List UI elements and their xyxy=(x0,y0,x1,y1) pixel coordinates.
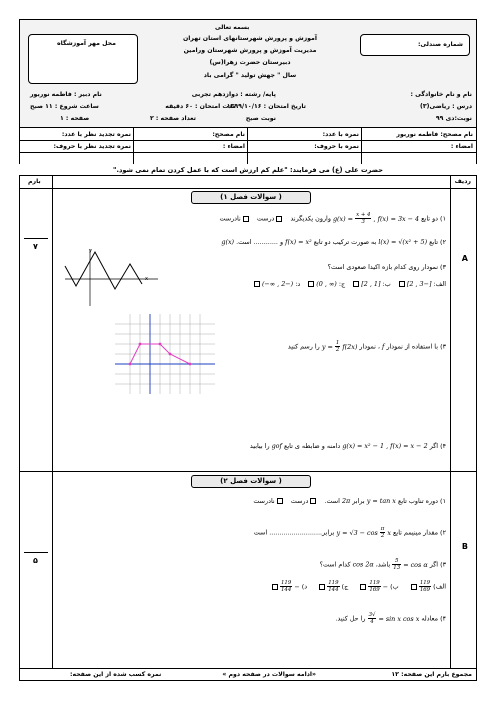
page-num-label: صفحه : ۱ xyxy=(60,115,90,122)
question-b4: ۴) معادله sin x cos x = $\frac{√3}{4}$ را حل کنید. xyxy=(335,612,446,625)
duration-label: مدت امتحان : ۶۰ دقیقه xyxy=(165,103,236,110)
option-a-checkbox[interactable] xyxy=(399,281,405,287)
question-b3-options: الف) $\frac{119}{169}$ ب) − $\frac{119}{169}$ ج) $\frac{119}{144}$ د) − $\frac{119}{144}$ xyxy=(270,580,446,593)
questions-table xyxy=(19,175,477,669)
question-a3b: ۳) با استفاده از نمودار f ، نمودار y = $\frac{1}{2}$ f(2x) را رسم کنید xyxy=(287,340,446,353)
earned-score: نمره کسب شده از این صفحه: xyxy=(70,671,162,678)
b-option-a-checkbox[interactable] xyxy=(411,584,417,590)
column-score-header: بارم xyxy=(28,178,41,185)
grade-label: پایه/ رشته : دوازدهم تجربی xyxy=(191,91,276,98)
question-a2: ۲) تابع l(x) = √(x² + 5) به صورت ترکیب دو تابع f(x) = x² و ............ است. g(x) xyxy=(221,238,446,246)
start-time-label: ساعت شروع : ۱۱ صبح xyxy=(30,103,99,110)
svg-text:x: x xyxy=(145,276,148,282)
grid-graph xyxy=(115,314,215,394)
hadith-notice: حضرت علی (ع) می فرمایند: "علم کم ارزش است که با عمل کردن تمام نمی شود." xyxy=(113,166,383,174)
b-false-checkbox[interactable] xyxy=(277,498,283,504)
exam-date-label: تاریخ امتحان : ۱۳۹۹/۱۰/۱۶ xyxy=(226,103,306,110)
b-option-c-checkbox[interactable] xyxy=(319,584,325,590)
question-b3: ۳) اگر cos α = $\frac{5}{13}$ باشد، cos 2α کدام است؟ xyxy=(319,558,446,571)
name-label: نام و نام خانوادگی : xyxy=(410,91,472,98)
org-line-3: دبیرستان حضرت زهرا(س) xyxy=(209,59,291,66)
option-c-checkbox[interactable] xyxy=(308,281,314,287)
revision-score-number: نمره تجدید نظر با عدد: xyxy=(61,131,131,138)
page-count-label: تعداد صفحه : ۲ xyxy=(149,115,196,122)
b-true-checkbox[interactable] xyxy=(310,498,316,504)
teacher-label: نام دبیر : فاطمه نوربور xyxy=(30,91,102,98)
b-option-d-checkbox[interactable] xyxy=(272,584,278,590)
org-line-2: مدیریت آموزش و پرورش شهرستان ورامین xyxy=(183,47,317,54)
exam-header xyxy=(19,19,477,164)
score-line-b xyxy=(24,552,48,553)
question-b2: ۲) مقدار مینیمم تابع y = √3 − cos $\frac{\pi}{2}$ x برابر.......................... است xyxy=(253,526,446,539)
signature-2: امضاء : xyxy=(222,143,245,150)
stamp-box xyxy=(28,34,138,84)
section-b-letter: B xyxy=(461,542,468,551)
section-a-title: ( سوالات فصل ۱) xyxy=(191,191,311,204)
zigzag-graph xyxy=(60,244,160,309)
question-b1: ۱) دوره تناوب تابع y = tan x برابر 2π است. درست نادرست xyxy=(253,497,446,505)
question-a3-options: الف: [−3 , 2] ب: [1 , 2] ج: (∞ , 0) د: (−2 , ∞−) xyxy=(252,280,446,288)
option-b-checkbox[interactable] xyxy=(353,281,359,287)
score-number-1: نمره با عدد: xyxy=(322,131,359,138)
corrector-name-1: نام مصحح: فاطمه نوربور xyxy=(396,131,473,138)
question-a3: ۳) نمودار روی کدام بازه اکیدا صعودی است؟ xyxy=(327,263,446,271)
page-footer xyxy=(19,669,477,681)
org-line-1: آموزش و پرورش شهرستانهای استان تهران xyxy=(182,35,318,42)
section-a-letter: A xyxy=(461,254,468,263)
section-b-score: ۵ xyxy=(33,556,38,565)
seat-number-box xyxy=(360,34,470,56)
section-b-title: ( سوالات فصل ۲) xyxy=(191,475,311,488)
exam-page xyxy=(19,19,477,681)
question-a4: ۴) اگر g(x) = x² − 1 , f(x) = x − 2 دامنه و ضابطه ی تابع gof را بیابید xyxy=(249,442,446,450)
shift-label: نوبت صبح xyxy=(245,115,276,122)
lesson-label: درس : ریاضی(۳) xyxy=(420,103,472,110)
term-label: نوبت:دی ۹۹ xyxy=(435,115,472,122)
revision-score-words: نمره تجدید نظر با حروف: xyxy=(53,143,131,150)
signature-1: امضاء : xyxy=(450,143,473,150)
score-line-a xyxy=(24,238,48,239)
option-d-checkbox[interactable] xyxy=(254,281,260,287)
false-checkbox[interactable] xyxy=(243,216,249,222)
seat-number-label: شماره صندلی: xyxy=(417,41,463,48)
grading-grid xyxy=(20,127,476,164)
total-score: مجموع بارم این صفحه: ۱۲ xyxy=(391,671,472,678)
question-a1: ۱) دو تابع g(x) = $\frac{x + 4}{3}$ , f(x) = 3x − 4 وارون یکدیگرند درست نادرست xyxy=(219,212,446,225)
column-row-header: ردیف xyxy=(454,178,471,185)
continue-note: «ادامه سوالات در صفحه دوم » xyxy=(222,671,316,678)
section-a-score: ۷ xyxy=(33,242,38,251)
score-words-1: نمره با حروف: xyxy=(314,143,359,150)
svg-text:y: y xyxy=(89,248,92,254)
bismillah: بسمه تعالی xyxy=(215,24,250,31)
true-checkbox[interactable] xyxy=(276,216,282,222)
stamp-label: محل مهر آموزشگاه xyxy=(57,40,116,47)
b-option-b-checkbox[interactable] xyxy=(360,584,366,590)
year-motto: سال " جهش تولید " گرامی باد xyxy=(203,72,297,79)
corrector-name-2: نام مصحح: xyxy=(212,131,245,138)
